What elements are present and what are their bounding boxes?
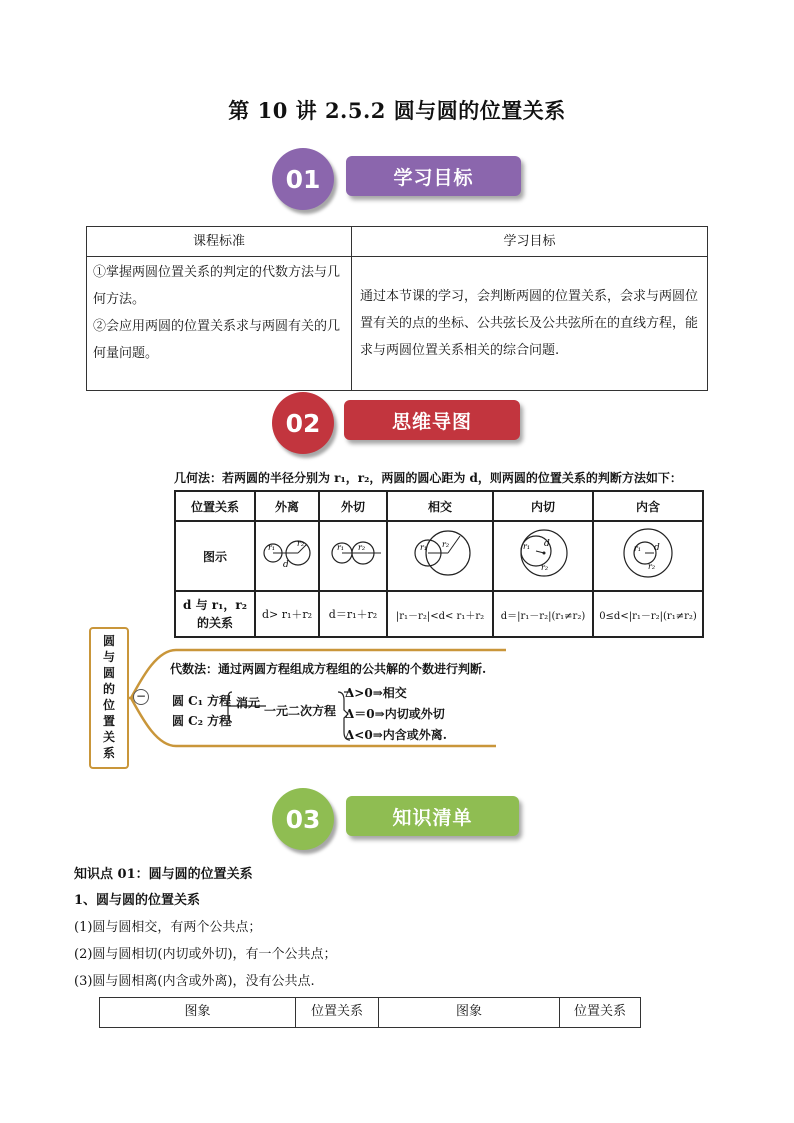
t2-header-4: 位置关系	[560, 998, 641, 1028]
fig-separate-r1: r₁	[268, 542, 276, 552]
center-char-1: 圆	[102, 634, 115, 648]
knowledge-item-3: (3)圆与圆相离(内含或外离)，没有公共点.	[74, 974, 315, 989]
t2-header-1: 图象	[100, 998, 296, 1028]
center-char-4: 的	[102, 682, 115, 696]
relation-figure-table	[99, 997, 641, 1028]
fig-intersect	[387, 521, 493, 591]
geometry-method-line: 几何法：若两圆的半径分别为 r₁，r₂，两圆的圆心距为 d，则两圆的位置关系的判断方法如下：	[174, 471, 682, 485]
mm-header-5: 内含	[593, 491, 703, 521]
eliminate-label: 消元	[236, 696, 261, 710]
goals-target-cell	[352, 257, 708, 391]
center-char-3: 圆	[102, 666, 115, 680]
knowledge-item-1: (1)圆与圆相交，有两个公共点；	[74, 920, 262, 935]
center-char-5: 位	[102, 698, 115, 712]
section-3-label: 知识清单	[392, 806, 473, 829]
center-char-7: 关	[102, 730, 115, 744]
collapse-toggle-icon[interactable]: −	[133, 689, 149, 705]
goals-table	[86, 226, 708, 391]
fig-external-tangent	[319, 521, 387, 591]
fig-con-d: d	[654, 542, 660, 553]
mindmap-table	[174, 490, 704, 638]
fig-internal-tangent	[493, 521, 593, 591]
center-char-6: 置	[102, 714, 115, 728]
t2-header-3: 图象	[379, 998, 560, 1028]
fig-inn-d: d	[544, 538, 550, 549]
section-2-number: 02	[285, 408, 321, 438]
t2-header-2: 位置关系	[296, 998, 379, 1028]
circle2-equation: 圆 C₂ 方程	[172, 714, 232, 728]
mm-relation-2: d＝r₁＋r₂	[319, 591, 387, 637]
mm-relation-5: 0≤d<|r₁－r₂|(r₁≠r₂)	[593, 591, 703, 637]
section-1-banner	[346, 156, 521, 196]
case-2: Δ＝0⇒内切或外切	[345, 707, 445, 721]
mm-relation-3: |r₁－r₂|<d< r₁＋r₂	[387, 591, 493, 637]
mm-relation-4: d＝|r₁－r₂|(r₁≠r₂)	[493, 591, 593, 637]
quadratic-label: 一元二次方程	[264, 704, 337, 718]
section-3-number: 03	[285, 804, 321, 834]
section-1-badge	[272, 148, 334, 210]
section-1-label: 学习目标	[393, 166, 474, 189]
mm-relation-1: d> r₁＋r₂	[255, 591, 319, 637]
fig-inn-r2: r₂	[541, 562, 549, 572]
case-3: Δ<0⇒内含或外离.	[345, 728, 447, 742]
center-char-8: 系	[102, 746, 115, 760]
fig-int-r1: r₁	[420, 542, 428, 552]
section-1-number: 01	[285, 164, 321, 194]
fig-con-r2: r₂	[648, 561, 656, 571]
fig-ext-r2: r₂	[358, 542, 366, 552]
knowledge-item-2: (2)圆与圆相切(内切或外切)，有一个公共点；	[74, 947, 337, 962]
goals-standard-2: ②会应用两圆的位置关系求与两圆有关的几何量问题。	[93, 319, 341, 361]
mm-header-2: 外切	[319, 491, 387, 521]
mm-figure-label: 图示	[175, 521, 255, 591]
section-2-label: 思维导图	[391, 410, 472, 433]
goals-standard-1: ①掌握两圆位置关系的判定的代数方法与几何方法。	[93, 265, 341, 307]
section-2-banner	[344, 400, 520, 440]
page-title: 第 10 讲 2.5.2 圆与圆的位置关系	[228, 98, 566, 123]
mm-header-1: 外离	[255, 491, 319, 521]
algebra-method-line: 代数法：通过两圆方程组成方程组的公共解的个数进行判断.	[170, 662, 487, 676]
fig-separate-r2: r₂	[297, 538, 305, 548]
section-3-banner	[346, 796, 519, 836]
circle1-equation: 圆 C₁ 方程	[172, 694, 232, 708]
center-char-2: 与	[102, 650, 115, 664]
fig-int-r2: r₂	[442, 539, 450, 549]
fig-inn-r1: r₁	[523, 541, 531, 551]
case-1: Δ>0⇒相交	[345, 686, 407, 700]
fig-ext-r1: r₁	[337, 542, 345, 552]
goals-header-target: 学习目标	[352, 227, 708, 257]
mm-header-4: 内切	[493, 491, 593, 521]
fig-con-r1: r₁	[634, 543, 642, 553]
goals-target-text: 通过本节课的学习，会判断两圆的位置关系，会求与两圆位置有关的点的坐标、公共弦长及公共弦所在的直线方程，能求与两圆位置关系相关的综合问题.	[360, 289, 699, 358]
goals-header-standard: 课程标准	[87, 227, 352, 257]
section-2-badge	[272, 392, 334, 454]
mm-header-3: 相交	[387, 491, 493, 521]
mm-header-0: 位置关系	[175, 491, 255, 521]
knowledge-subtitle: 1、圆与圆的位置关系	[74, 893, 201, 908]
mm-relation-label-2: 的关系	[196, 616, 233, 630]
knowledge-point-title: 知识点 01：圆与圆的位置关系	[74, 867, 253, 882]
goals-standard-cell	[87, 257, 352, 391]
fig-contain	[593, 521, 703, 591]
mm-relation-label-1: d 与 r₁，r₂	[183, 598, 247, 612]
section-3-badge	[272, 788, 334, 850]
mindmap-center-box	[89, 627, 129, 769]
fig-separate	[255, 521, 319, 591]
fig-separate-d: d	[283, 559, 289, 570]
